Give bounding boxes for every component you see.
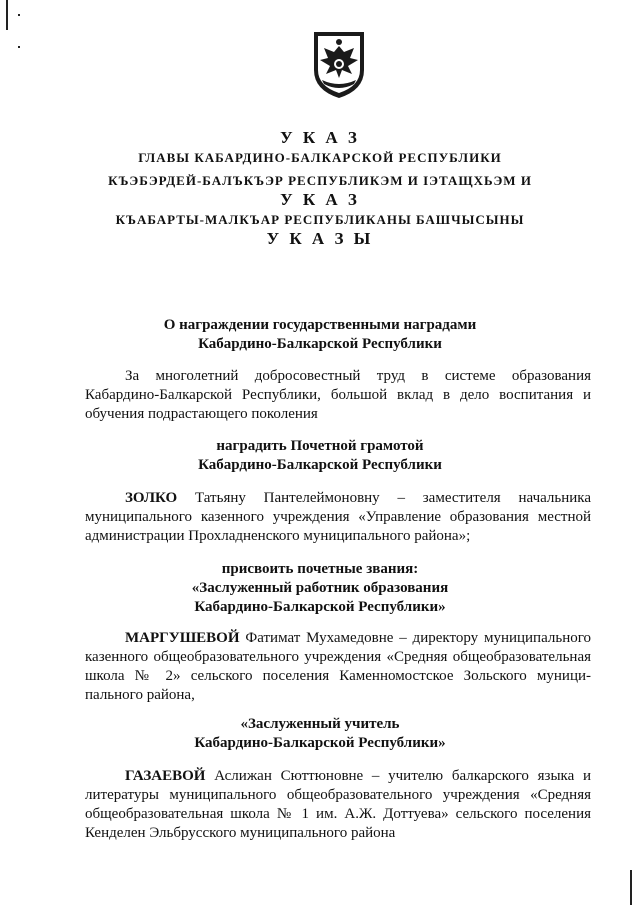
award-heading	[0, 560, 640, 617]
decree-heading-line: ГЛАВЫ КАБАРДИНО-БАЛКАРСКОЙ РЕСПУБЛИКИ	[138, 150, 502, 165]
award-heading-line: Кабардино-Балкарской Республики	[198, 457, 442, 473]
awardee-line: школа № 2» сельского поселения Каменномостское Зольского муници-	[85, 668, 591, 684]
awardee-paragraph	[85, 767, 591, 843]
awardee-line	[85, 629, 591, 648]
decree-title	[0, 316, 640, 354]
awardee-line: муниципального казенного учреждения «Управление образования местной	[85, 509, 591, 525]
awardee-line: администрации Прохладненского муниципального района»;	[85, 528, 471, 544]
awardee-line: общеобразовательная школа № 1 им. А.Ж. Доттуева» сельского поселения	[85, 806, 591, 822]
scan-dot	[18, 46, 20, 48]
awardee-surname: МАРГУШЕВОЙ	[125, 630, 240, 646]
award-heading-line: «Заслуженный работник образования	[191, 580, 449, 596]
awardee-line: литературы муниципального общеобразовательного учреждения «Средняя	[85, 787, 591, 803]
awardee-line	[85, 767, 591, 786]
decree-heading-line: КЪАБАРТЫ-МАЛКЪАР РЕСПУБЛИКАНЫ БАШЧЫСЫНЫ	[115, 212, 525, 227]
decree-heading-ukaz: У К А З	[280, 190, 360, 209]
awardee-line: Кенделен Эльбрусского муниципального района	[85, 825, 396, 841]
awardee-text: Аслижан Сюттюновне – учителю балкарского языка и	[214, 768, 592, 784]
preamble-line: За многолетний добросовестный труд в системе образования	[125, 368, 591, 384]
decree-heading-line: КЪЭБЭРДЕЙ-БАЛЪКЪЭР РЕСПУБЛИКЭМ И IЭТАЩХЬЭМ И	[108, 173, 532, 188]
scan-dot	[18, 14, 20, 16]
preamble-line: Кабардино-Балкарской Республики, большой вклад в дело воспитания и	[85, 387, 591, 403]
award-heading-line: «Заслуженный учитель	[240, 716, 400, 732]
awardee-text: Татьяну Пантелеймоновну – заместителя начальника	[194, 490, 592, 506]
preamble-paragraph	[85, 367, 591, 424]
award-heading-line: присвоить почетные звания:	[221, 561, 419, 577]
scan-edge-mark-right	[630, 870, 632, 905]
award-heading	[0, 437, 640, 475]
award-heading-line: Кабардино-Балкарской Республики»	[194, 735, 446, 751]
awardee-text: Фатимат Мухамедовне – директору муниципального	[245, 630, 592, 646]
award-heading	[0, 715, 640, 753]
decree-heading-ukaz: У К А З Ы	[266, 229, 374, 248]
awardee-line	[85, 489, 591, 508]
decree-heading-ukaz: У К А З	[280, 128, 360, 147]
awardee-line: пального района,	[85, 687, 195, 703]
coat-of-arms-emblem	[310, 30, 368, 100]
scan-edge-mark-left	[6, 0, 8, 30]
awardee-paragraph	[85, 629, 591, 705]
awardee-surname: ЗОЛКО	[125, 490, 178, 506]
award-heading-line: наградить Почетной грамотой	[216, 438, 424, 454]
decree-title-line: О награждении государственными наградами	[163, 317, 477, 333]
decree-title-line: Кабардино-Балкарской Республики	[198, 336, 442, 352]
awardee-paragraph	[85, 489, 591, 546]
preamble-line: обучения подрастающего поколения	[85, 406, 318, 422]
awardee-surname: ГАЗАЕВОЙ	[125, 768, 206, 784]
award-heading-line: Кабардино-Балкарской Республики»	[194, 599, 446, 615]
awardee-line: казенного общеобразовательного учреждения «Средняя общеобразовательная	[85, 649, 591, 665]
